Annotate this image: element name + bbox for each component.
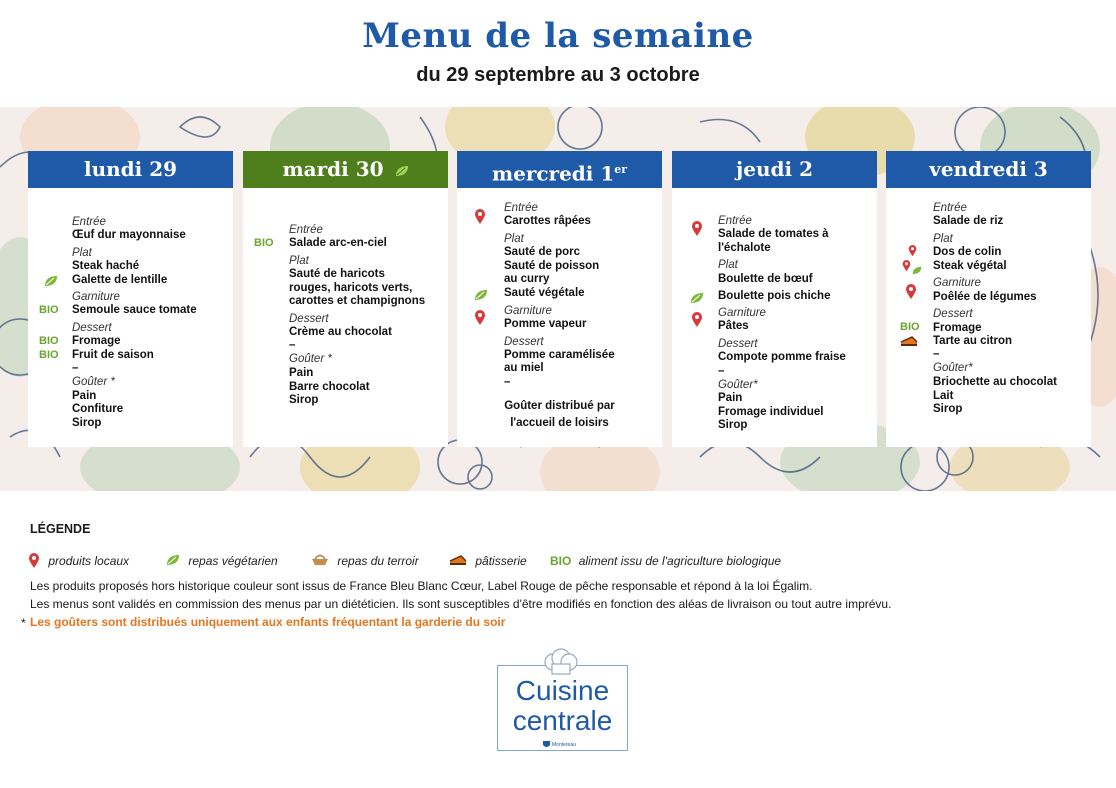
page-subtitle: du 29 septembre au 3 octobre (416, 64, 700, 86)
day-card-lundi (28, 151, 233, 447)
dessert-item: au miel (504, 362, 544, 374)
dessert-label: Dessert (289, 313, 329, 325)
garniture-label: Garniture (504, 305, 552, 317)
gouter-item: Pain (72, 390, 97, 402)
bio-badge: BIO (550, 554, 572, 568)
garniture-item: Pomme vapeur (504, 318, 587, 330)
dessert-label: Dessert (718, 338, 758, 350)
plat-label: Plat (72, 247, 92, 259)
leaf-icon (474, 288, 488, 306)
plat-item: rouges, haricots verts, (289, 282, 413, 294)
plat-item: Sauté de porc (504, 246, 581, 258)
logo-town: Montereau (552, 742, 576, 748)
location-pin-icon (474, 209, 486, 230)
gouter-item: Fromage individuel (718, 406, 824, 418)
legend-label: aliment issu de l'agriculture biologique (578, 554, 782, 568)
bio-badge: BIO (39, 349, 59, 361)
dessert-item: Crème au chocolat (289, 326, 392, 338)
dessert-item: Fromage (72, 335, 121, 347)
plat-item: Boulette pois chiche (718, 290, 831, 302)
plat-item: Sauté de haricots (289, 268, 385, 280)
garniture-item: Pâtes (718, 320, 749, 332)
gouter-note: Goûter distribué par (504, 400, 615, 412)
plat-label: Plat (289, 255, 309, 267)
garniture-item: Poêlée de légumes (933, 291, 1037, 303)
plat-item: Steak haché (72, 260, 140, 272)
leaf-icon (690, 291, 704, 309)
gouter-label: Goûter* (933, 362, 973, 374)
plat-label: Plat (718, 259, 738, 271)
entree-item: Salade de tomates à (718, 228, 829, 240)
plat-item: Dos de colin (933, 246, 1002, 258)
separator-dash: – (718, 365, 725, 377)
page-title: Menu de la semaine (362, 16, 754, 56)
legend-label: produits locaux (48, 554, 130, 568)
legend-title: LÉGENDE (30, 522, 91, 536)
bio-badge: BIO (900, 321, 920, 333)
bio-badge: BIO (39, 335, 59, 347)
gouter-item: Lait (933, 390, 954, 402)
day-card-mercredi (457, 151, 662, 447)
day-header (243, 151, 448, 188)
day-header (457, 151, 662, 188)
plat-label: Plat (933, 233, 953, 245)
gouter-item: Briochette au chocolat (933, 376, 1057, 388)
logo-text: Cuisine (515, 675, 610, 706)
logo-text: centrale (512, 705, 613, 736)
day-card-jeudi (672, 151, 877, 447)
gouter-label: Goûter * (289, 353, 332, 365)
dessert-label: Dessert (933, 308, 973, 320)
leaf-icon (912, 262, 922, 280)
separator-dash: – (289, 339, 296, 351)
leaf-icon (395, 152, 409, 189)
note-line: Les menus sont validés en commission des menus par un diététicien. Ils sont susceptibles d'être modifiés en fonction des aléas de livraison ou tout autre imprévu. (30, 597, 892, 611)
entree-item: Salade arc-en-ciel (289, 237, 387, 249)
footnote-star: * (21, 616, 26, 630)
gouter-note: l'accueil de loisirs (510, 417, 609, 429)
separator-dash: – (933, 348, 940, 360)
gouter-item: Pain (289, 367, 314, 379)
plat-item: au curry (504, 273, 550, 285)
legend-item-bio (550, 553, 781, 569)
day-name: mardi 30 (282, 157, 384, 181)
day-name: mercredi 1 (491, 161, 615, 186)
entree-item: Œuf dur mayonnaise (72, 229, 186, 241)
gouter-label: Goûter * (72, 376, 115, 388)
day-card-vendredi (886, 151, 1091, 447)
location-pin-icon (691, 312, 703, 333)
location-pin-icon (902, 259, 911, 277)
dessert-label: Dessert (504, 336, 544, 348)
legend-item-patisserie (449, 553, 527, 570)
garniture-label: Garniture (72, 291, 120, 303)
day-name-suffix: er (614, 163, 628, 176)
entree-label: Entrée (289, 224, 323, 236)
gouter-footnote: Les goûters sont distribués uniquement aux enfants fréquentant la garderie du soir (30, 615, 506, 629)
legend-label: repas végétarien (188, 554, 278, 568)
plat-item: Sauté végétale (504, 287, 585, 299)
gouter-item: Barre chocolat (289, 381, 370, 393)
separator-dash: – (504, 376, 511, 388)
entree-item: l'échalote (718, 242, 771, 254)
gouter-label: Goûter* (718, 379, 758, 391)
entree-label: Entrée (718, 215, 752, 227)
legend-item-terroir (311, 553, 419, 570)
legend-item-vegetarian (166, 553, 278, 570)
leaf-icon (166, 554, 180, 570)
plat-item: carottes et champignons (289, 295, 426, 307)
cuisine-centrale-logo (497, 665, 628, 751)
bio-badge: BIO (254, 237, 274, 249)
dessert-label: Dessert (72, 322, 112, 334)
basket-icon (311, 554, 329, 570)
day-header: vendredi 3 (886, 151, 1091, 188)
plat-item: Sauté de poisson (504, 260, 600, 272)
location-pin-icon (905, 284, 917, 305)
town-crest-icon (542, 740, 551, 749)
chef-hat-icon (541, 648, 581, 678)
entree-item: Carottes râpées (504, 215, 591, 227)
leaf-icon (44, 274, 58, 292)
entree-label: Entrée (504, 202, 538, 214)
plat-label: Plat (504, 233, 524, 245)
legend-label: repas du terroir (337, 554, 419, 568)
garniture-label: Garniture (933, 277, 981, 289)
gouter-item: Sirop (289, 394, 319, 406)
dessert-item: Fromage (933, 322, 982, 334)
legend-label: pâtisserie (475, 554, 527, 568)
dessert-item: Fruit de saison (72, 349, 154, 361)
gouter-item: Confiture (72, 403, 124, 415)
plat-item: Boulette de bœuf (718, 273, 813, 285)
dessert-item: Tarte au citron (933, 335, 1013, 347)
bio-badge: BIO (39, 304, 59, 316)
entree-item: Salade de riz (933, 215, 1004, 227)
dessert-item: Compote pomme fraise (718, 351, 846, 363)
garniture-label: Garniture (718, 307, 766, 319)
dessert-item: Pomme caramélisée (504, 349, 615, 361)
gouter-item: Sirop (933, 403, 963, 415)
garniture-item: Semoule sauce tomate (72, 304, 197, 316)
day-header: lundi 29 (28, 151, 233, 188)
plat-item: Steak végétal (933, 260, 1007, 272)
gouter-item: Sirop (72, 417, 102, 429)
day-header: jeudi 2 (672, 151, 877, 188)
legend-item-local (28, 553, 129, 573)
location-pin-icon (474, 310, 486, 331)
separator-dash: – (72, 362, 79, 374)
pastry-icon (449, 554, 467, 570)
gouter-item: Pain (718, 392, 743, 404)
location-pin-icon (28, 553, 40, 573)
plat-item: Galette de lentille (72, 274, 168, 286)
pastry-icon (900, 334, 918, 352)
note-line: Les produits proposés hors historique couleur sont issus de France Bleu Blanc Cœur, Label Rouge de pêche responsable et répond à la loi Égalim. (30, 579, 813, 593)
day-card-mardi (243, 151, 448, 447)
entree-label: Entrée (72, 216, 106, 228)
entree-label: Entrée (933, 202, 967, 214)
location-pin-icon (691, 221, 703, 242)
gouter-item: Sirop (718, 419, 748, 431)
